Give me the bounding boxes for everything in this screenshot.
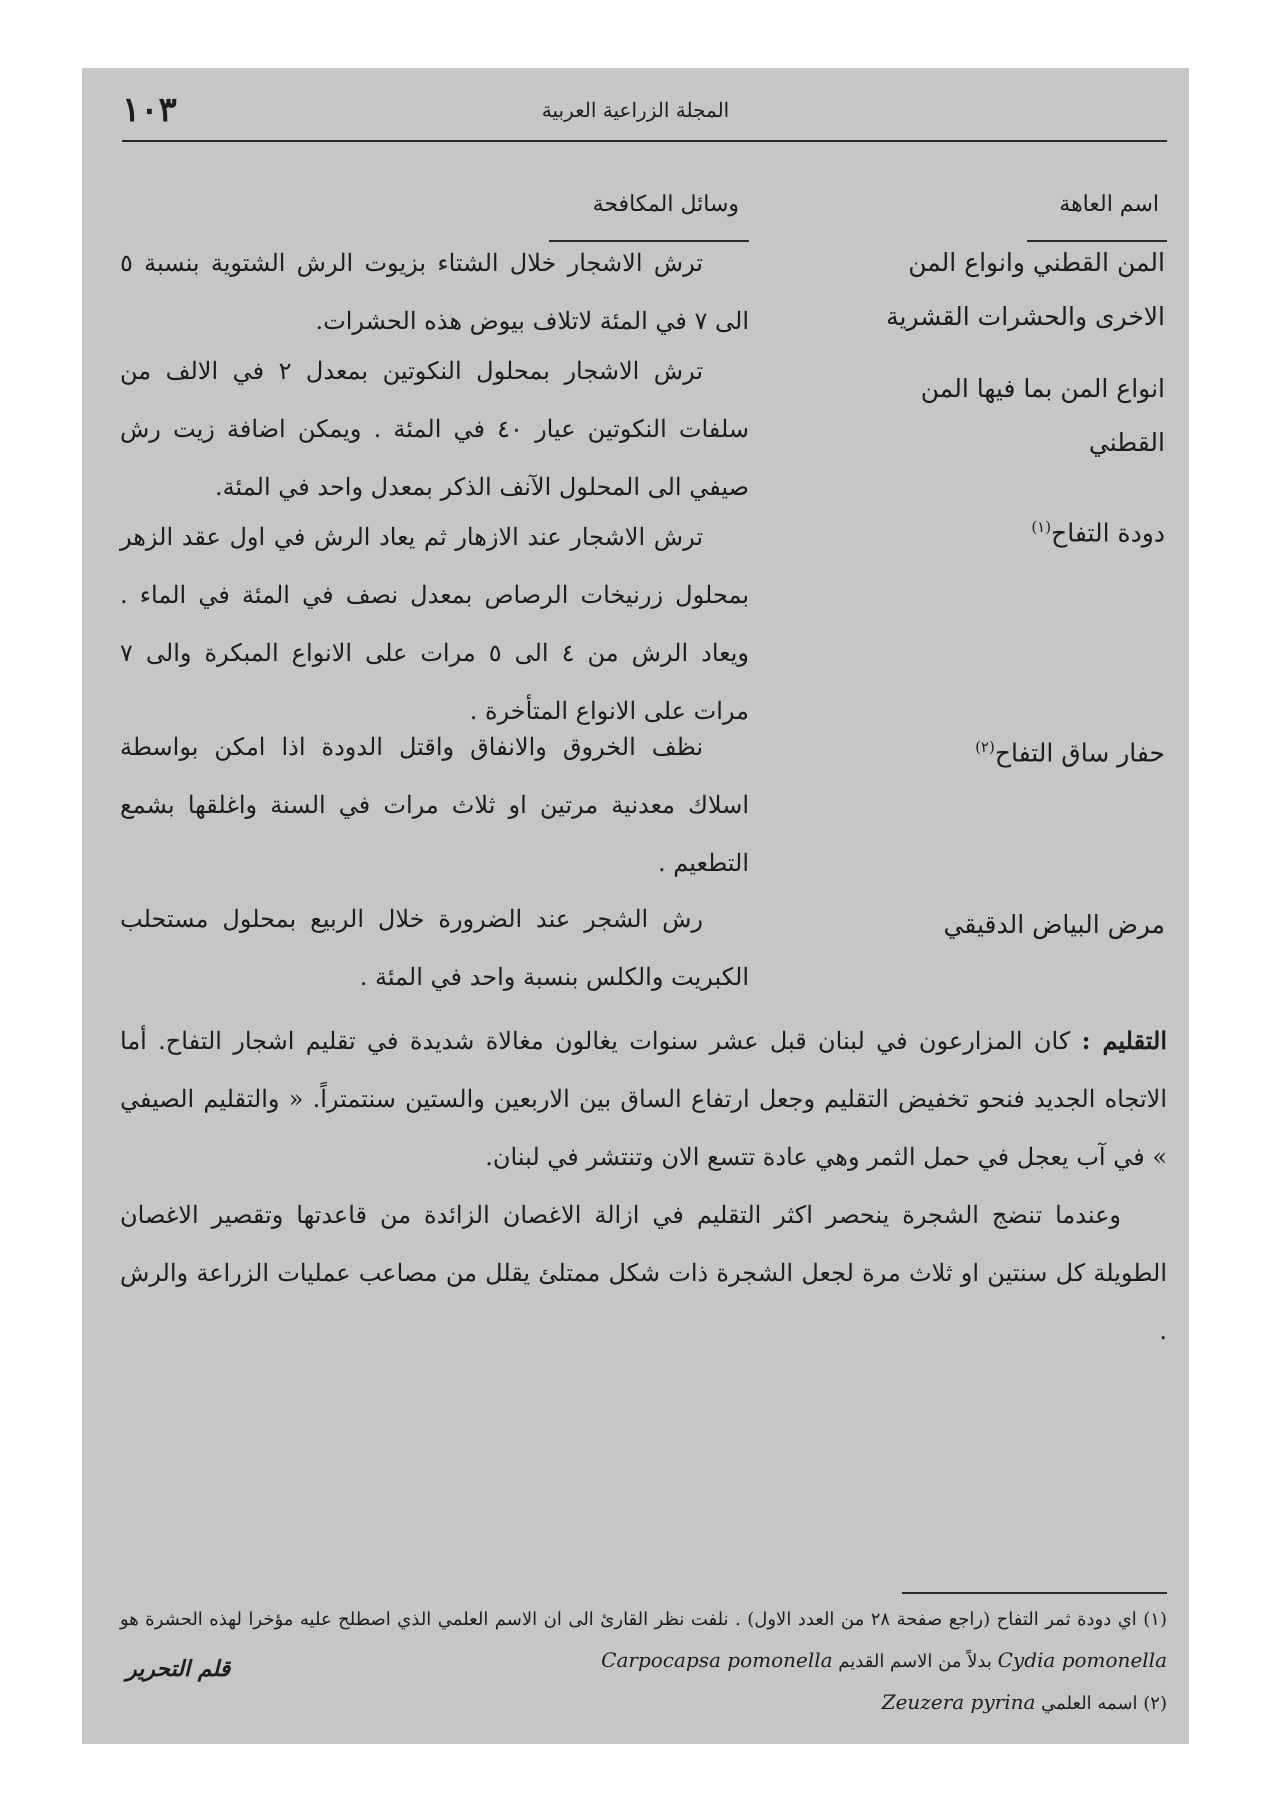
column-header-method: وسائل المكافحة xyxy=(592,192,739,217)
control-method xyxy=(120,508,749,740)
pruning-paragraph xyxy=(120,1012,1167,1186)
control-method xyxy=(120,718,749,892)
pruning-term: التقليم : xyxy=(1081,1026,1167,1055)
latin-name-old: Carpocapsa pomonella xyxy=(601,1648,833,1672)
footnote-ref: (٢) xyxy=(975,738,995,756)
control-method-text: ترش الاشجار خلال الشتاء بزيوت الرش الشتوية بنسبة ٥ الى ٧ في المئة لاتلاف بيوض هذه الحشرات. xyxy=(120,249,749,335)
control-method-text: رش الشجر عند الضرورة خلال الربيع بمحلول مستحلب الكبريت والكلس بنسبة واحد في المئة . xyxy=(120,905,749,991)
footnote-1 xyxy=(120,1600,1167,1682)
control-method-text: ترش الاشجار عند الازهار ثم يعاد الرش في اول عقد الزهر بمحلول زرنيخات الرصاص بمعدل نصف في المئة في الماء . ويعاد الرش من ٤ الى ٥ مرات على الانواع المبكرة والى ٧ مرات على الانواع المتأخرة . xyxy=(120,523,749,725)
control-method xyxy=(120,234,749,350)
latin-name-new: Cydia pomonella xyxy=(997,1648,1167,1672)
pest-name xyxy=(875,720,1165,780)
pruning-text: وعندما تنضج الشجرة ينحصر اكثر التقليم في ازالة الاغصان الزائدة من قاعدتها وتقصير الاغصان الطويلة كل سنتين او ثلاث مرة لجعل الشجرة ذات شكل ممتلئ يقلل من مصاعب عمليات الزراعة والرش . xyxy=(120,1201,1167,1345)
footnote-1-text: (١) اي دودة ثمر التفاح (راجع صفحة ٢٨ من العدد الاول) . نلفت نظر القارئ الى ان الاسم العلمي الذي اصطلح عليه مؤخرا لهذه الحشرة هو xyxy=(120,1609,1167,1630)
footnote-rule xyxy=(902,1592,1167,1594)
pest-name xyxy=(875,898,1165,952)
pruning-text: كان المزارعون في لبنان قبل عشر سنوات يغالون مغالاة شديدة في تقليم اشجار التفاح. أما الاتجاه الجديد فنحو تخفيض التقليم وجعل ارتفاع الساق بين الاربعين والستين سنتمتراً. « والتقليم الصيفي » في آب يعجل في حمل الثمر وهي عادة تتسع الان وتنتشر في لبنان. xyxy=(120,1027,1167,1171)
pest-name-text: المن القطني وانواع المن الاخرى والحشرات القشرية xyxy=(886,248,1165,331)
header-rule xyxy=(122,140,1167,142)
footnote-2 xyxy=(120,1682,1167,1724)
pest-name-text: انواع المن بما فيها المن القطني xyxy=(920,374,1165,457)
journal-page xyxy=(82,68,1189,1744)
pruning-section xyxy=(120,1012,1167,1360)
pest-name-text: دودة التفاح xyxy=(1051,518,1165,548)
control-method xyxy=(120,890,749,1006)
footnote-2-text: (٢) اسمه العلمي xyxy=(1041,1693,1167,1714)
control-method xyxy=(120,342,749,516)
pest-name-text: مرض البياض الدقيقي xyxy=(943,910,1165,939)
pest-name xyxy=(875,236,1165,344)
page-number: ١٠٣ xyxy=(122,90,177,130)
editorial-signature: قلم التحرير xyxy=(126,1656,231,1682)
footnote-1-mid: بدلاً من الاسم القديم xyxy=(838,1651,992,1672)
pest-name xyxy=(915,362,1165,470)
control-method-text: نظف الخروق والانفاق واقتل الدودة اذا امكن بواسطة اسلاك معدنية مرتين او ثلاث مرات في السنة واغلقها بشمع التطعيم . xyxy=(120,733,749,877)
pest-name xyxy=(875,500,1165,560)
control-method-text: ترش الاشجار بمحلول النكوتين بمعدل ٢ في الالف من سلفات النكوتين عيار ٤٠ في المئة . ويمكن اضافة زيت رش صيفي الى المحلول الآنف الذكر بمعدل واحد في المئة. xyxy=(120,357,749,501)
footnote-ref: (١) xyxy=(1031,518,1052,536)
pruning-paragraph xyxy=(120,1186,1167,1360)
latin-name-zeuzera: Zeuzera pyrina xyxy=(881,1690,1036,1714)
journal-title: المجلة الزراعية العربية xyxy=(541,98,730,122)
column-header-pest: اسم العاهة xyxy=(1059,192,1159,217)
footnotes xyxy=(120,1600,1167,1724)
pest-name-text: حفار ساق التفاح xyxy=(994,738,1165,768)
